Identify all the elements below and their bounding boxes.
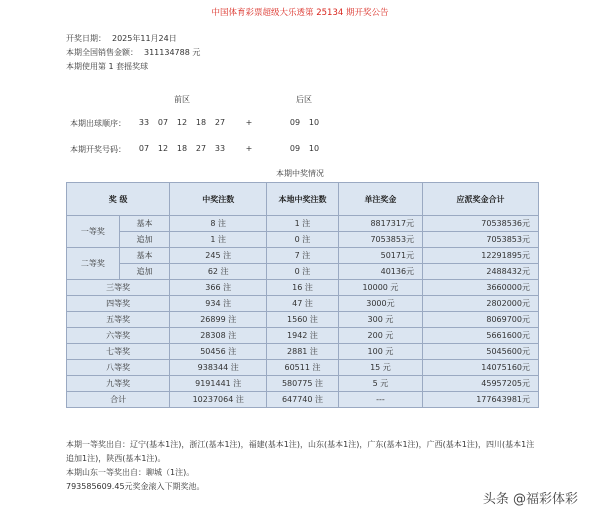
cell-prize: 100 元 xyxy=(338,344,422,360)
cell-prize: 300 元 xyxy=(338,312,422,328)
prize-level-name: 合计 xyxy=(67,392,170,408)
cell-prize: --- xyxy=(338,392,422,408)
prize-level-name: 五等奖 xyxy=(67,312,170,328)
table-row xyxy=(67,264,539,280)
cell-count: 50456 注 xyxy=(170,344,267,360)
draw-numbers-label: 本期开奖号码： xyxy=(70,145,126,154)
draw-front-ball: 18 xyxy=(176,144,188,153)
draw-front-ball: 12 xyxy=(157,144,169,153)
cell-local: 0 注 xyxy=(267,264,339,280)
cell-local: 47 注 xyxy=(267,296,339,312)
cell-prize: 3000元 xyxy=(338,296,422,312)
cell-local: 1560 注 xyxy=(267,312,339,328)
cell-local: 580775 注 xyxy=(267,376,339,392)
cell-prize: 40136元 xyxy=(338,264,422,280)
cell-count: 26899 注 xyxy=(170,312,267,328)
header-count: 中奖注数 xyxy=(170,183,267,216)
table-row xyxy=(67,248,539,264)
front-zone-label: 前区 xyxy=(174,95,190,104)
sales-amount xyxy=(66,47,200,58)
prize-level-name: 二等奖 xyxy=(67,248,120,280)
table-row xyxy=(67,216,539,232)
header-level: 奖 级 xyxy=(67,183,170,216)
table-caption: 本期中奖情况 xyxy=(276,169,324,178)
draw-order-front-ball: 07 xyxy=(157,118,169,127)
prize-sub-level: 基本 xyxy=(119,216,170,232)
cell-prize: 8817317元 xyxy=(338,216,422,232)
table-row xyxy=(67,376,539,392)
header-local-count: 本地中奖注数 xyxy=(267,183,339,216)
prize-level-name: 九等奖 xyxy=(67,376,170,392)
cell-count: 934 注 xyxy=(170,296,267,312)
cell-total: 5661600元 xyxy=(423,328,539,344)
watermark: 头条 @福彩体彩 xyxy=(482,492,578,507)
draw-front-ball: 27 xyxy=(195,144,207,153)
prize-sub-level: 追加 xyxy=(119,232,170,248)
cell-count: 9191441 注 xyxy=(170,376,267,392)
cell-count: 366 注 xyxy=(170,280,267,296)
prize-table xyxy=(66,182,539,408)
cell-count: 10237064 注 xyxy=(170,392,267,408)
cell-total: 70538536元 xyxy=(423,216,539,232)
cell-prize: 200 元 xyxy=(338,328,422,344)
draw-order-back-ball: 10 xyxy=(308,118,320,127)
cell-local: 7 注 xyxy=(267,248,339,264)
table-row xyxy=(67,280,539,296)
machine-note: 本期使用第 1 套摇奖球 xyxy=(66,62,149,71)
draw-date-value: 2025年11月24日 xyxy=(112,34,177,43)
prize-level-name: 一等奖 xyxy=(67,216,120,248)
cell-count: 1 注 xyxy=(170,232,267,248)
cell-local: 60511 注 xyxy=(267,360,339,376)
table-header-row xyxy=(67,183,539,216)
cell-prize: 15 元 xyxy=(338,360,422,376)
cell-prize: 5 元 xyxy=(338,376,422,392)
cell-count: 938344 注 xyxy=(170,360,267,376)
cell-total: 3660000元 xyxy=(423,280,539,296)
plus-sign: + xyxy=(245,144,253,153)
cell-count: 62 注 xyxy=(170,264,267,280)
prize-level-name: 八等奖 xyxy=(67,360,170,376)
prize-level-name: 六等奖 xyxy=(67,328,170,344)
cell-count: 8 注 xyxy=(170,216,267,232)
cell-prize: 50171元 xyxy=(338,248,422,264)
draw-front-ball: 33 xyxy=(214,144,226,153)
header-unit-prize: 单注奖金 xyxy=(338,183,422,216)
prize-sub-level: 基本 xyxy=(119,248,170,264)
table-row xyxy=(67,392,539,408)
prize-sub-level: 追加 xyxy=(119,264,170,280)
cell-total: 14075160元 xyxy=(423,360,539,376)
table-row xyxy=(67,344,539,360)
cell-total: 2802000元 xyxy=(423,296,539,312)
prize-level-name: 四等奖 xyxy=(67,296,170,312)
draw-front-ball: 07 xyxy=(138,144,150,153)
cell-local: 16 注 xyxy=(267,280,339,296)
back-zone-label: 后区 xyxy=(296,95,312,104)
draw-date xyxy=(66,33,177,44)
local-first-prize-note: 本期山东一等奖出自：聊城（1注)。 xyxy=(66,468,195,477)
cell-local: 2881 注 xyxy=(267,344,339,360)
draw-order-front-ball: 27 xyxy=(214,118,226,127)
sales-amount-value: 311134788 元 xyxy=(144,48,201,57)
cell-total: 12291895元 xyxy=(423,248,539,264)
cell-total: 2488432元 xyxy=(423,264,539,280)
table-row xyxy=(67,328,539,344)
draw-order-front-ball: 33 xyxy=(138,118,150,127)
cell-local: 0 注 xyxy=(267,232,339,248)
cell-prize: 10000 元 xyxy=(338,280,422,296)
prize-level-name: 三等奖 xyxy=(67,280,170,296)
table-row xyxy=(67,296,539,312)
table-row xyxy=(67,312,539,328)
draw-back-ball: 10 xyxy=(308,144,320,153)
cell-total: 5045600元 xyxy=(423,344,539,360)
cell-local: 1 注 xyxy=(267,216,339,232)
prize-level-name: 七等奖 xyxy=(67,344,170,360)
table-row xyxy=(67,232,539,248)
plus-sign: + xyxy=(245,118,253,127)
sales-amount-label: 本期全国销售金额： xyxy=(66,48,138,57)
draw-order-front-ball: 18 xyxy=(195,118,207,127)
cell-count: 245 注 xyxy=(170,248,267,264)
table-row xyxy=(67,360,539,376)
draw-back-ball: 09 xyxy=(289,144,301,153)
draw-order-front-ball: 12 xyxy=(176,118,188,127)
cell-local: 647740 注 xyxy=(267,392,339,408)
jackpot-rollover-note: 793585609.45元奖金滚入下期奖池。 xyxy=(66,482,205,491)
cell-total: 177643981元 xyxy=(423,392,539,408)
draw-order-label: 本期出球顺序： xyxy=(70,119,126,128)
cell-total: 7053853元 xyxy=(423,232,539,248)
page-title: 中国体育彩票超级大乐透第 25134 期开奖公告 xyxy=(211,8,389,18)
draw-order-back-ball: 09 xyxy=(289,118,301,127)
cell-total: 8069700元 xyxy=(423,312,539,328)
first-prize-regions-note: 本期一等奖出自：辽宁(基本1注)，浙江(基本1注)，福建(基本1注)，山东(基本1注)，广东(基本1注)，广西(基本1注)，四川(基本1注 追加1注)，陕西(基本1注)。 xyxy=(66,440,535,463)
draw-date-label: 开奖日期： xyxy=(66,34,106,43)
cell-total: 45957205元 xyxy=(423,376,539,392)
cell-prize: 7053853元 xyxy=(338,232,422,248)
cell-count: 28308 注 xyxy=(170,328,267,344)
header-total-prize: 应派奖金合计 xyxy=(423,183,539,216)
cell-local: 1942 注 xyxy=(267,328,339,344)
